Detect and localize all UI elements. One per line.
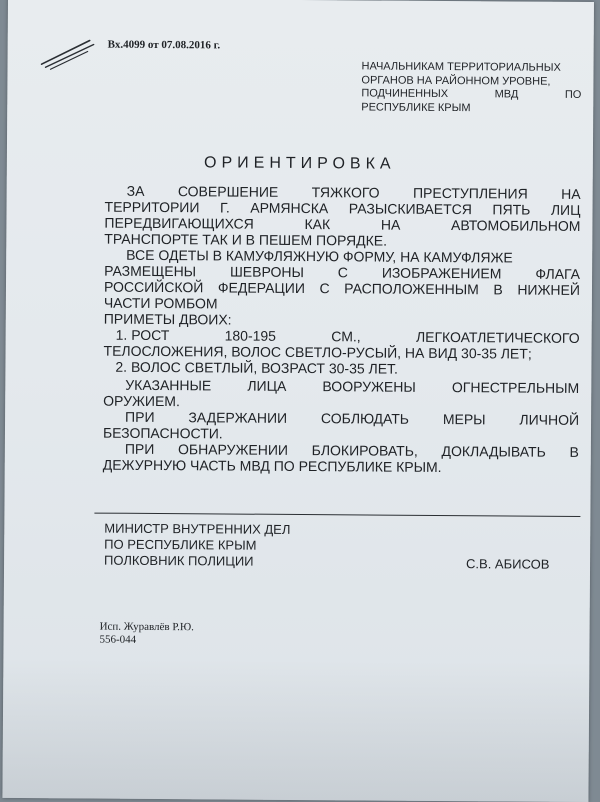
body-word: ШЕВРОНЫ — [229, 263, 305, 281]
body-word: КАК — [304, 216, 331, 233]
photo-shadow — [2, 658, 589, 802]
signatory-name: С.В. АБИСОВ — [466, 556, 550, 572]
body-word: ОБНАРУЖЕНИИ — [177, 441, 289, 458]
body-word: ДОКЛАДЫВАТЬ — [441, 442, 546, 460]
addressee-word: ПО — [564, 88, 582, 101]
body-word: В — [493, 281, 503, 298]
body-word: РАЗЫСКИВАЕТСЯ — [348, 200, 472, 218]
body-word: БЛОКИРОВАТЬ, — [311, 442, 418, 459]
body-word: АВТОМОБИЛЬНОМ — [450, 217, 581, 234]
body-word: ТЯЖКОГО — [311, 184, 380, 201]
addressee-line: НАЧАЛЬНИКАМ ТЕРРИТОРИАЛЬНЫХ — [361, 60, 561, 74]
body-word: Г. — [219, 199, 230, 216]
body-word: ВООРУЖЕНЫ — [322, 378, 416, 395]
body-word: ПРИ — [125, 408, 155, 425]
addressee-line: РЕСПУБЛИКЕ КРЫМ — [361, 100, 471, 114]
body-word: ЛИЦА — [247, 377, 287, 394]
document-title: ОРИЕНТИРОВКА — [204, 154, 396, 173]
document-sheet — [2, 0, 594, 802]
body-line: ОРУЖИЕМ. — [103, 392, 180, 410]
executor-name: Исп. Журавлёв Р.Ю. — [99, 620, 194, 634]
signature-position-line: ПОЛКОВНИК ПОЛИЦИИ — [104, 552, 254, 569]
body-word: ОГНЕСТРЕЛЬНЫМ — [451, 379, 580, 396]
body-word: ТЕРРИТОРИИ — [104, 198, 200, 216]
signs-heading: ПРИМЕТЫ ДВОИХ: — [103, 310, 232, 328]
body-word: В — [569, 443, 579, 460]
body-word: СМ., — [331, 328, 361, 345]
body-word: НА — [561, 185, 581, 202]
body-line: БЕЗОПАСНОСТИ. — [102, 424, 223, 442]
signature-divider — [94, 513, 580, 517]
body-word: СОБЛЮДАТЬ — [320, 410, 410, 427]
handwritten-mark-icon — [38, 34, 98, 70]
body-line: 2. ВОЛОС СВЕТЛЫЙ, ВОЗРАСТ 30-35 ЛЕТ. — [115, 358, 399, 377]
body-line: ТЕЛОСЛОЖЕНИЯ, ВОЛОС СВЕТЛО-РУСЫЙ, НА ВИД 30-35 ЛЕТ; — [103, 342, 532, 362]
body-word: РАСПОЛОЖЕННЫМ — [344, 280, 479, 298]
body-word: 1. РОСТ — [115, 326, 170, 344]
body-word: С — [337, 264, 349, 281]
body-word: ПЯТЬ — [492, 201, 531, 218]
body-word: ПЕРЕДВИГАЮЩИХСЯ — [104, 214, 254, 232]
body-line: ЧАСТИ РОМБОМ — [103, 294, 218, 312]
body-line: ТРАНСПОРТЕ ТАК И В ПЕШЕМ ПОРЯДКЕ. — [104, 230, 388, 249]
signature-position-line: МИНИСТР ВНУТРЕННИХ ДЕЛ — [104, 520, 291, 537]
body-word: ИЗОБРАЖЕНИЕМ — [381, 264, 502, 282]
addressee-word: ПОДЧИНЕННЫХ — [361, 87, 449, 101]
addressee-line: ОРГАНОВ НА РАЙОННОМ УРОВНЕ, — [361, 73, 551, 88]
body-word: ЗА — [126, 182, 145, 199]
body-word: УКАЗАННЫЕ — [125, 376, 212, 394]
executor-phone: 556-044 — [99, 633, 137, 646]
body-word: НИЖНЕЙ — [517, 281, 581, 298]
body-word: ПРИ — [124, 440, 155, 457]
executor-block — [99, 621, 194, 648]
body-word: РОССИЙСКОЙ — [103, 278, 204, 296]
body-word: МЕРЫ — [442, 411, 486, 428]
document-body — [103, 183, 581, 476]
signature-position-line: ПО РЕСПУБЛИКЕ КРЫМ — [104, 536, 257, 553]
body-word: НА — [380, 216, 401, 233]
addressee-line — [361, 87, 581, 102]
registration-number: Вх.4099 от 07.08.2016 г. — [107, 38, 221, 52]
addressee-block — [361, 60, 581, 116]
body-word: ФЛАГА — [535, 265, 581, 282]
body-word: ЛЕГКОАТЛЕТИЧЕСКОГО — [415, 328, 580, 346]
body-word: ФЕДЕРАЦИИ — [217, 279, 305, 297]
body-word: ЛИЧНОЙ — [519, 411, 580, 428]
body-word: РАЗМЕЩЕНЫ — [104, 262, 197, 280]
body-word: АРМЯНСКА — [250, 199, 329, 217]
signature-position — [104, 521, 290, 570]
body-word: ЛИЦ — [550, 201, 581, 218]
body-word: ПРЕСТУПЛЕНИЯ — [412, 184, 528, 202]
body-line: ДЕЖУРНУЮ ЧАСТЬ МВД ПО РЕСПУБЛИКЕ КРЫМ. — [102, 456, 442, 475]
body-word: 180-195 — [224, 327, 277, 344]
body-line: ВСЕ ОДЕТЫ В КАМУФЛЯЖНУЮ ФОРМУ, НА КАМУФЛЯЖЕ — [126, 246, 513, 266]
body-word: СОВЕРШЕНИЕ — [177, 183, 279, 200]
addressee-word: МВД — [494, 88, 519, 101]
body-word: ЗАДЕРЖАНИИ — [188, 409, 288, 426]
body-word: С — [319, 280, 330, 297]
